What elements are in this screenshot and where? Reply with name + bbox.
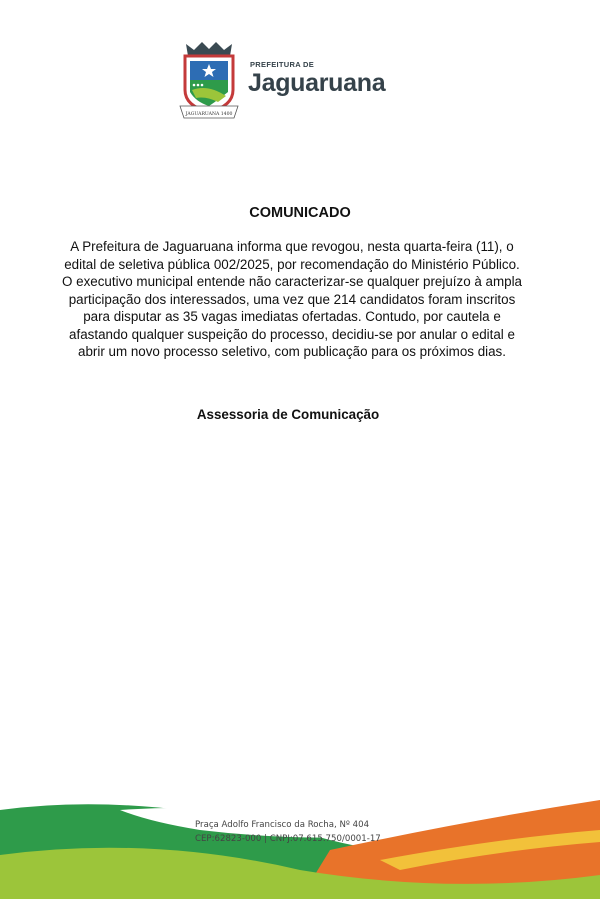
footer-address — [195, 818, 381, 846]
crest-banner-text-layer — [178, 40, 240, 122]
document-title: COMUNICADO — [249, 205, 351, 221]
logo-city-name: Jaguaruana — [248, 69, 386, 97]
logo-wordmark — [248, 60, 385, 97]
letterhead — [178, 40, 408, 124]
document-signature: Assessoria de Comunicação — [196, 407, 380, 422]
document-body: A Prefeitura de Jaguaruana informa que revogou, nesta quarta-feira (11), o edital de seletiva pública 002/2025, por recomendação do Ministério Público. O executivo municipal entende não caracterizar-se qualquer prejuízo à ampla participação dos interessados, uma vez que 214 candidatos foram inscritos para disputar as 35 vagas imediatas ofertadas. Contudo, por cautela e afastando qualquer suspeição do processo, decidiu-se por anular o edital e abrir um novo processo seletivo, com publicação para os próximos dias. — [62, 239, 523, 359]
footer-cep-cnpj-line: CEP:62823-000 | CNPJ:07.615.750/0001-17 — [195, 834, 381, 844]
logo-prefix: PREFEITURA DE — [250, 60, 315, 69]
footer-address-line: Praça Adolfo Francisco da Rocha, Nº 404 — [195, 820, 370, 830]
crest-banner-text: JAGUARUANA 1400 — [185, 112, 233, 117]
